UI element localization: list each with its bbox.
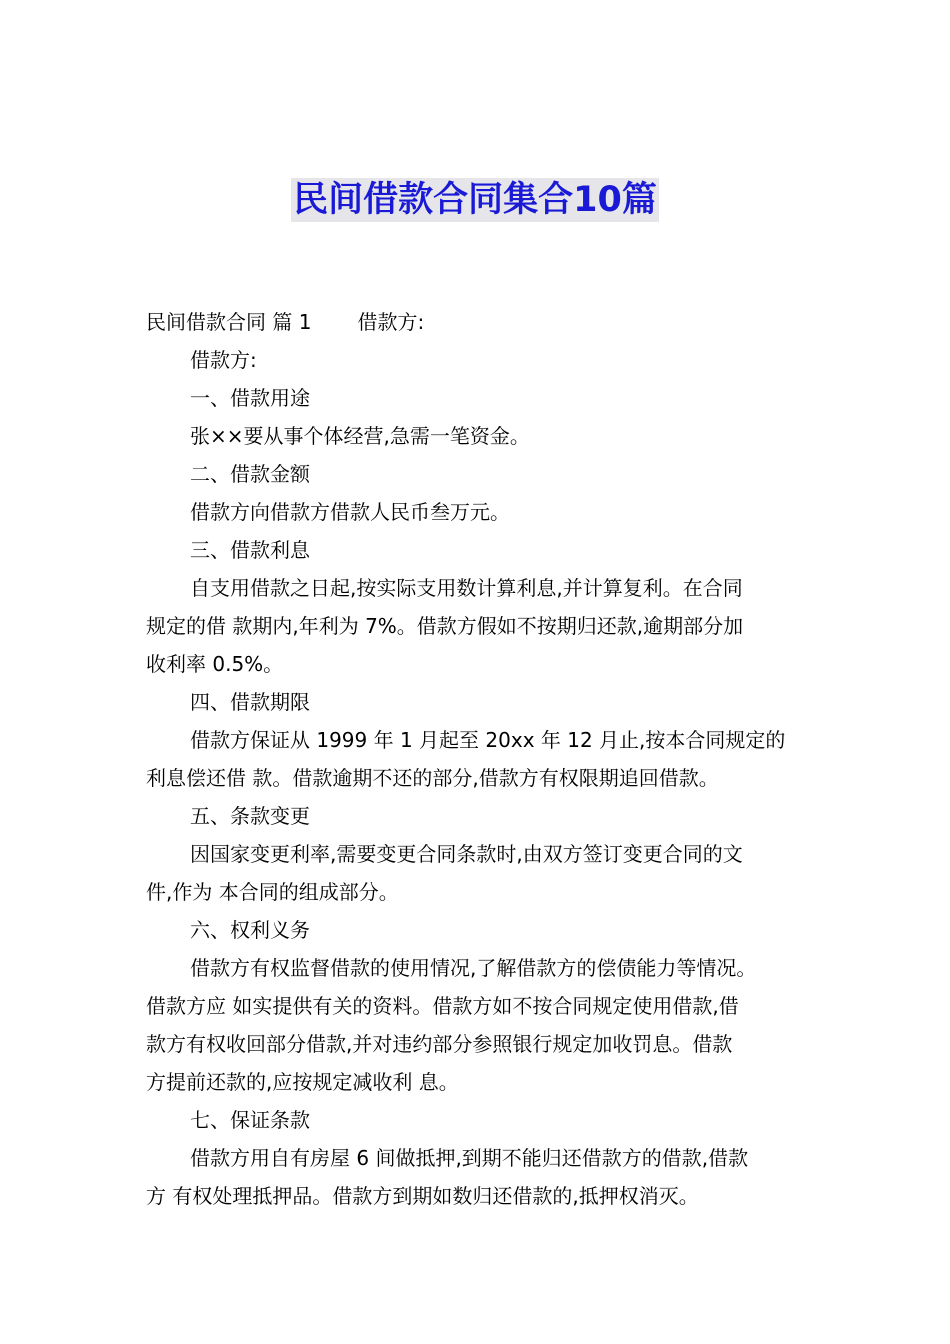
paragraph-line: 款方有权收回部分借款,并对违约部分参照银行规定加收罚息。借款 [146, 1032, 733, 1056]
title-container [0, 178, 950, 222]
paragraph-line: 一、借款用途 [190, 386, 310, 410]
section-label: 民间借款合同 篇 1 [146, 310, 312, 334]
paragraph-line: 四、借款期限 [190, 690, 310, 714]
paragraph-line: 利息偿还借 款。借款逾期不还的部分,借款方有权限期追回借款。 [146, 766, 719, 790]
paragraph-line: 收利率 0.5%。 [146, 652, 284, 676]
paragraph-line: 自支用借款之日起,按实际支用数计算利息,并计算复利。在合同 [190, 576, 743, 600]
paragraph-line: 五、条款变更 [190, 804, 310, 828]
paragraph-line: 七、保证条款 [190, 1108, 310, 1132]
paragraph-line: 六、权利义务 [190, 918, 310, 942]
paragraph-line: 件,作为 本合同的组成部分。 [146, 880, 399, 904]
paragraph-line: 借款方保证从 1999 年 1 月起至 20xx 年 12 月止,按本合同规定的 [190, 728, 786, 752]
paragraph-line: 三、借款利息 [190, 538, 310, 562]
document-title: 民间借款合同集合10篇 [293, 180, 657, 220]
document-body [146, 303, 810, 1215]
paragraph-heading-line [146, 303, 810, 341]
paragraph-line: 借款方应 如实提供有关的资料。借款方如不按合同规定使用借款,借 [146, 994, 739, 1018]
paragraph-line: 借款方用自有房屋 6 间做抵押,到期不能归还借款方的借款,借款 [190, 1146, 749, 1170]
paragraph-line: 借款方向借款方借款人民币叁万元。 [190, 500, 510, 524]
paragraph-line: 方提前还款的,应按规定减收利 息。 [146, 1070, 459, 1094]
paragraph-line: 张××要从事个体经营,急需一笔资金。 [190, 424, 530, 448]
paragraph-line: 方 有权处理抵押品。借款方到期如数归还借款的,抵押权消灭。 [146, 1184, 699, 1208]
paragraph-line: 因国家变更利率,需要变更合同条款时,由双方签订变更合同的文 [190, 842, 743, 866]
paragraph-line: 借款方: [190, 348, 257, 372]
paragraph-line: 二、借款金额 [190, 462, 310, 486]
borrower-label: 借款方: [357, 310, 425, 334]
paragraph-line: 借款方有权监督借款的使用情况,了解借款方的偿债能力等情况。 [190, 956, 757, 980]
paragraph-line: 规定的借 款期内,年利为 7%。借款方假如不按期归还款,逾期部分加 [146, 614, 744, 638]
